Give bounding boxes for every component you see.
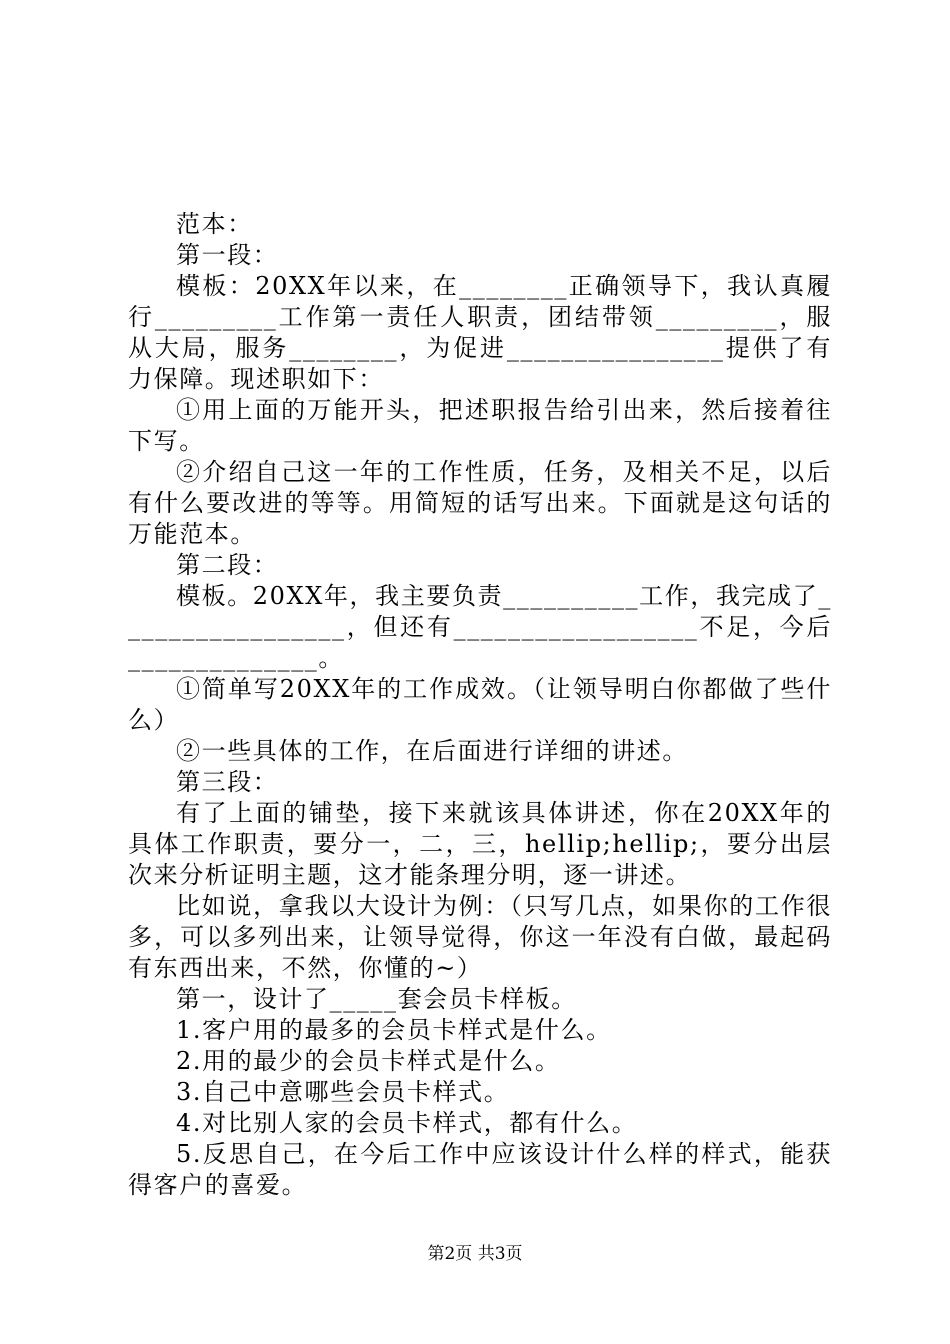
paragraph-note-4: ②一些具体的工作，在后面进行详细的讲述。 <box>176 737 688 765</box>
paragraph-template-1: 模板：20XX年以来，在________正确领导下，我认真履行_________工作第一责任人职责，团结带领_________，服从大局，服务________，为促进________________提供了有力保障。现述职如下： <box>128 272 832 393</box>
list-item: 3.自己中意哪些会员卡样式。 <box>176 1078 510 1106</box>
paragraph-note-3: ①简单写20XX年的工作成效。（让领导明白你都做了些什么） <box>128 675 832 734</box>
list-item: 2.用的最少的会员卡样式是什么。 <box>176 1047 561 1075</box>
heading-sample: 范本： <box>176 210 253 238</box>
list-item: 1.客户用的最多的会员卡样式是什么。 <box>176 1016 612 1044</box>
page-number-footer: 第2页 共3页 <box>427 1244 523 1264</box>
heading-section-2: 第二段： <box>176 551 279 579</box>
heading-section-3: 第三段： <box>176 768 279 796</box>
paragraph-item-first: 第一，设计了_____套会员卡样板。 <box>176 985 577 1013</box>
paragraph-note-1: ①用上面的万能开头，把述职报告给引出来，然后接着往下写。 <box>128 396 832 455</box>
paragraph-note-2: ②介绍自己这一年的工作性质，任务，及相关不足，以后有什么要改进的等等。用简短的话写出来。下面就是这句话的万能范本。 <box>128 458 832 548</box>
paragraph-body-1: 有了上面的铺垫，接下来就该具体讲述，你在20XX年的具体工作职责，要分一，二，三，hellip;hellip;，要分出层次来分析证明主题，这才能条理分明，逐一讲述。 <box>128 799 832 889</box>
heading-section-1: 第一段： <box>176 241 279 269</box>
paragraph-body-2: 比如说，拿我以大设计为例：（只写几点，如果你的工作很多，可以多列出来，让领导觉得，你这一年没有白做，最起码有东西出来，不然，你懂的~） <box>128 892 832 982</box>
list-item: 4.对比别人家的会员卡样式，都有什么。 <box>176 1109 638 1137</box>
list-item: 5.反思自己，在今后工作中应该设计什么样的样式，能获得客户的喜爱。 <box>128 1140 832 1199</box>
paragraph-template-2: 模板。20XX年，我主要负责__________工作，我完成了_________________，但还有__________________不足，今后______________。 <box>128 582 832 672</box>
document-body <box>128 209 832 1201</box>
